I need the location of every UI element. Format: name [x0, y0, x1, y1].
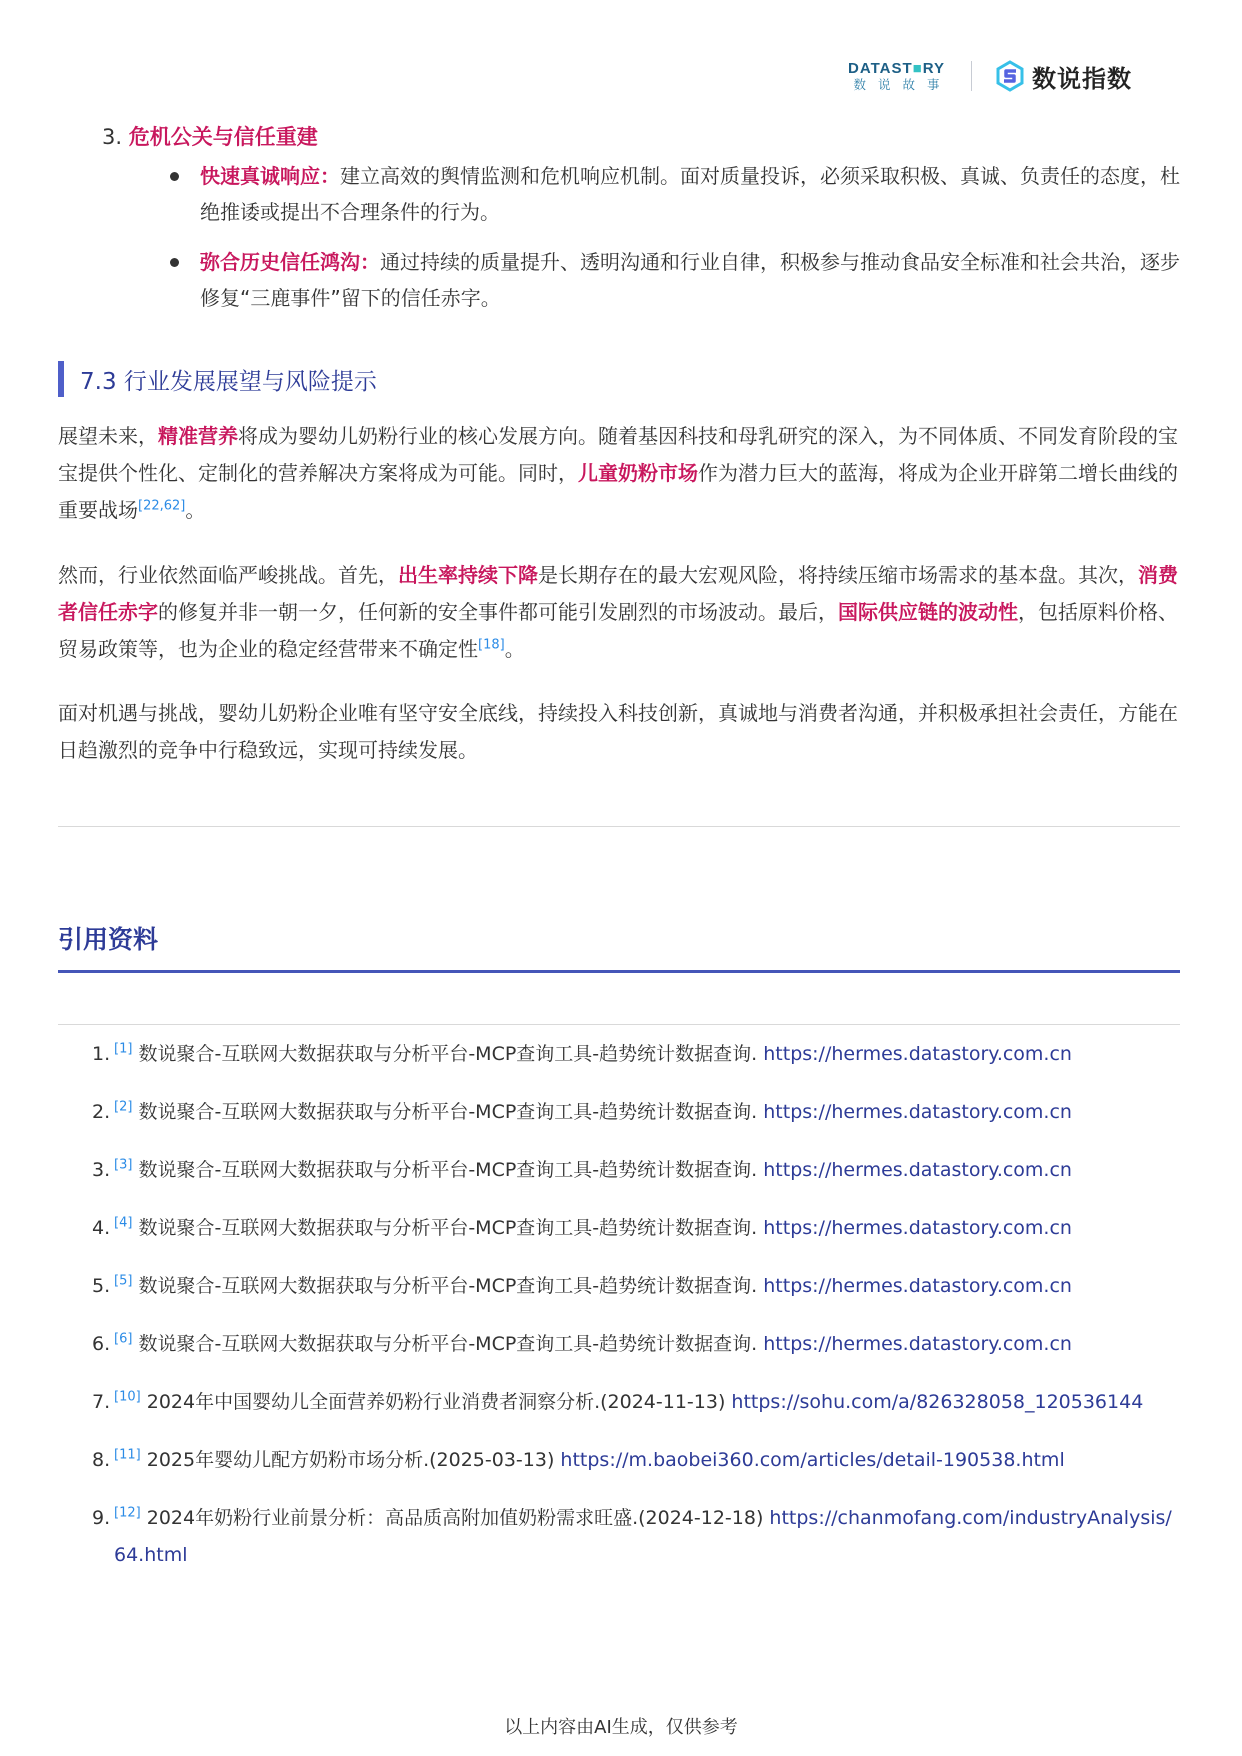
references-title-underline [58, 970, 1180, 973]
reference-index: 3. [92, 1159, 111, 1181]
bullet-label: 弥合历史信任鸿沟： [200, 250, 380, 274]
reference-index: 5. [92, 1275, 111, 1297]
reference-text: 数说聚合-互联网大数据获取与分析平台-MCP查询工具-趋势统计数据查询. [138, 1275, 758, 1297]
bullet-label: 快速真诚响应： [200, 164, 340, 188]
reference-link[interactable]: https://hermes.datastory.com.cn [763, 1043, 1072, 1065]
list-number: 3. [102, 125, 123, 149]
text-run: 的修复并非一朝一夕，任何新的安全事件都可能引发剧烈的市场波动。最后， [158, 600, 838, 624]
bullet-item [170, 158, 1180, 230]
reference-link[interactable]: https://m.baobei360.com/articles/detail-190538.html [560, 1449, 1065, 1471]
reference-index: 9. [92, 1507, 111, 1529]
reference-text: 数说聚合-互联网大数据获取与分析平台-MCP查询工具-趋势统计数据查询. [138, 1101, 758, 1123]
reference-text: 数说聚合-互联网大数据获取与分析平台-MCP查询工具-趋势统计数据查询. [138, 1043, 758, 1065]
highlight-term: 精准营养 [158, 424, 238, 448]
reference-item [92, 1094, 1182, 1131]
reference-item [92, 1500, 1182, 1574]
references-title: 引用资料 [58, 925, 159, 954]
heading-accent-bar [58, 361, 64, 397]
reference-cite: [4] [114, 1215, 133, 1231]
text-run: 。 [504, 637, 525, 661]
reference-cite: [5] [114, 1273, 133, 1289]
paragraph-conclusion: 面对机遇与挑战，婴幼儿奶粉企业唯有坚守安全底线，持续投入科技创新，真诚地与消费者沟通，并积极承担社会责任，方能在日趋激烈的竞争中行稳致远，实现可持续发展。 [58, 701, 1178, 762]
reference-text: 2024年奶粉行业前景分析：高品质高附加值奶粉需求旺盛.(2024-12-18) [146, 1507, 764, 1529]
reference-text: 数说聚合-互联网大数据获取与分析平台-MCP查询工具-趋势统计数据查询. [138, 1217, 758, 1239]
text-run: 作为潜力巨大的蓝海，将成为企业开辟第二增长曲线的重要战场 [58, 461, 1178, 522]
section-heading-7-3 [58, 361, 377, 397]
reference-text: 数说聚合-互联网大数据获取与分析平台-MCP查询工具-趋势统计数据查询. [138, 1159, 758, 1181]
reference-text: 数说聚合-互联网大数据获取与分析平台-MCP查询工具-趋势统计数据查询. [138, 1333, 758, 1355]
highlight-term: 儿童奶粉市场 [578, 461, 698, 485]
reference-link[interactable]: https://chanmofang.com/industryAnalysis/64.html [114, 1507, 1172, 1566]
text-run: 是长期存在的最大宏观风险，将持续压缩市场需求的基本盘。其次， [538, 563, 1138, 587]
reference-cite: [10] [114, 1389, 141, 1405]
citation-link[interactable]: [18] [478, 637, 505, 653]
paragraph-outlook [58, 418, 1186, 529]
reference-cite: [3] [114, 1157, 133, 1173]
hexagon-s-icon [994, 60, 1026, 92]
shuoshuo-index-logo [994, 59, 1132, 94]
highlight-term: 出生率持续下降 [398, 563, 538, 587]
references-list [92, 1036, 1182, 1595]
reference-item [92, 1326, 1182, 1363]
text-run: 。 [185, 498, 206, 522]
reference-link[interactable]: https://hermes.datastory.com.cn [763, 1333, 1072, 1355]
highlight-term: 消费者信任赤字 [58, 563, 1178, 624]
reference-index: 1. [92, 1043, 111, 1065]
paragraph-challenges [58, 557, 1186, 668]
bullet-item [170, 244, 1180, 316]
reference-item [92, 1384, 1182, 1421]
references-divider [58, 1024, 1180, 1025]
reference-item [92, 1268, 1182, 1305]
reference-cite: [1] [114, 1041, 133, 1057]
reference-text: 2024年中国婴幼儿全面营养奶粉行业消费者洞察分析.(2024-11-13) [146, 1391, 726, 1413]
text-run: 然而，行业依然面临严峻挑战。首先， [58, 563, 398, 587]
reference-index: 4. [92, 1217, 111, 1239]
text-run: ，包括原料价格、贸易政策等，也为企业的稳定经营带来不确定性 [58, 600, 1178, 661]
section-divider [58, 826, 1180, 827]
datastory-logo [834, 60, 959, 93]
datastory-cn-name: 数说故事 [853, 76, 952, 92]
list-item-title: 危机公关与信任重建 [128, 125, 318, 149]
citation-link[interactable]: [22,62] [138, 498, 186, 514]
reference-link[interactable]: https://hermes.datastory.com.cn [763, 1275, 1072, 1297]
header-logos [834, 54, 1132, 98]
shuoshuo-index-text: 数说指数 [1032, 64, 1132, 93]
reference-link[interactable]: https://sohu.com/a/826328058_120536144 [731, 1391, 1144, 1413]
logo-divider [971, 61, 972, 91]
reference-item [92, 1152, 1182, 1189]
ordered-item-crisis-pr [102, 122, 318, 152]
reference-cite: [11] [114, 1447, 141, 1463]
reference-index: 6. [92, 1333, 111, 1355]
reference-index: 7. [92, 1391, 111, 1413]
datastory-wordmark: DATAST■RY [848, 59, 945, 77]
reference-index: 2. [92, 1101, 111, 1123]
bullet-text: 建立高效的舆情监测和危机响应机制。面对质量投诉，必须采取积极、真诚、负责任的态度，杜绝推诿或提出不合理条件的行为。 [200, 164, 1180, 224]
reference-cite: [6] [114, 1331, 133, 1347]
ai-disclaimer: 以上内容由AI生成，仅供参考 [504, 1717, 738, 1738]
section-title: 7.3 行业发展展望与风险提示 [80, 368, 377, 395]
reference-item [92, 1036, 1182, 1073]
crisis-bullet-list [170, 158, 1180, 330]
reference-cite: [2] [114, 1099, 133, 1115]
reference-text: 2025年婴幼儿配方奶粉市场分析.(2025-03-13) [146, 1449, 555, 1471]
reference-link[interactable]: https://hermes.datastory.com.cn [763, 1217, 1072, 1239]
reference-link[interactable]: https://hermes.datastory.com.cn [763, 1159, 1072, 1181]
reference-index: 8. [92, 1449, 111, 1471]
highlight-term: 国际供应链的波动性 [838, 600, 1018, 624]
reference-item [92, 1442, 1182, 1479]
reference-item [92, 1210, 1182, 1247]
reference-link[interactable]: https://hermes.datastory.com.cn [763, 1101, 1072, 1123]
bullet-text: 通过持续的质量提升、透明沟通和行业自律，积极参与推动食品安全标准和社会共治，逐步修复“三鹿事件”留下的信任赤字。 [200, 250, 1180, 310]
reference-cite: [12] [114, 1505, 141, 1521]
text-run: 展望未来， [58, 424, 158, 448]
text-run: 将成为婴幼儿奶粉行业的核心发展方向。随着基因科技和母乳研究的深入，为不同体质、不同发育阶段的宝宝提供个性化、定制化的营养解决方案将成为可能。同时， [58, 424, 1178, 485]
